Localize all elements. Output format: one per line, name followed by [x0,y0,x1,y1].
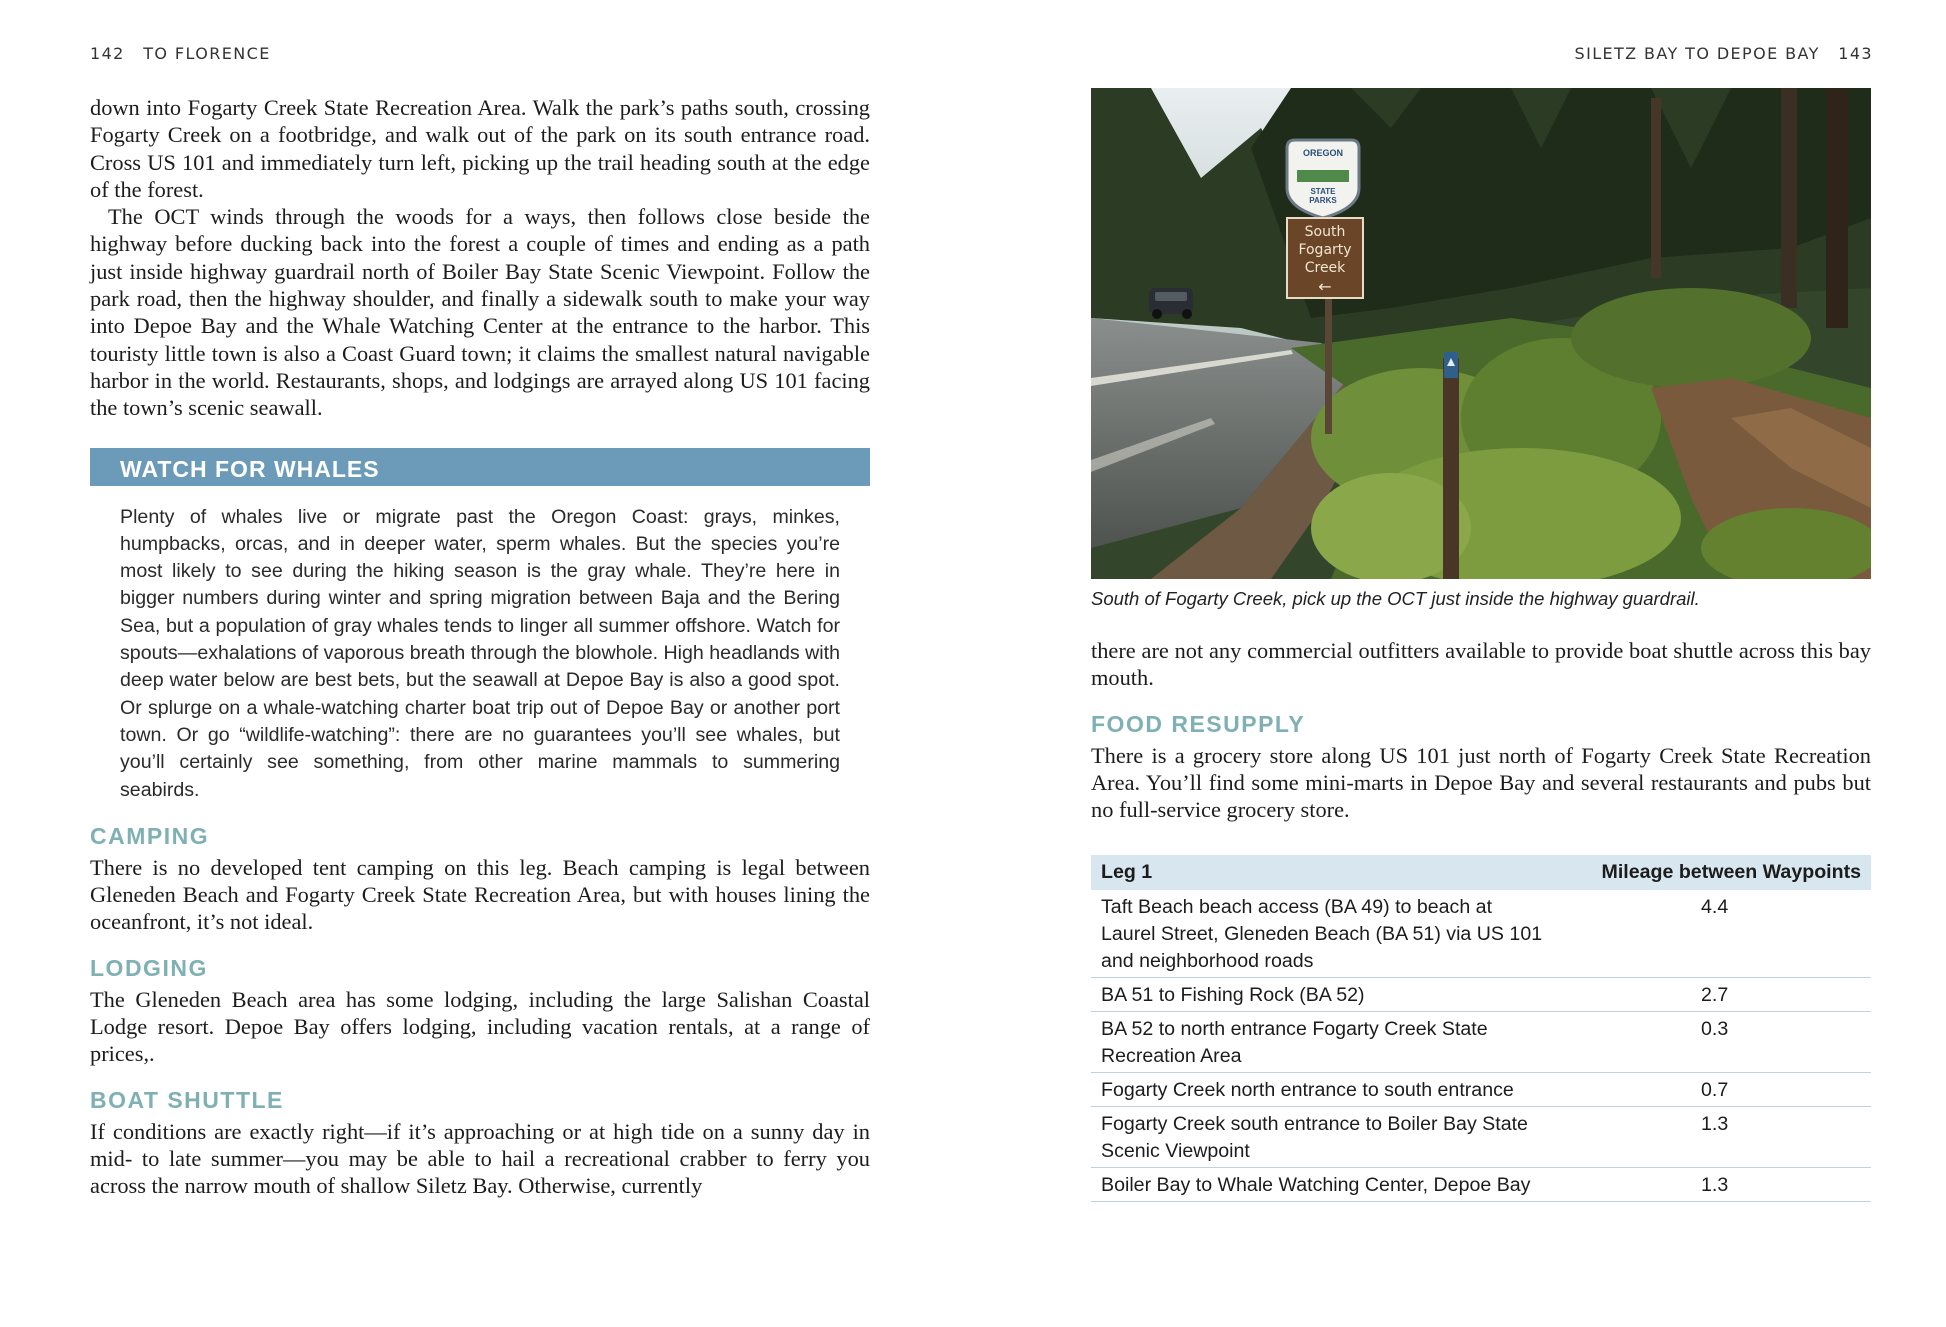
photo-caption: South of Fogarty Creek, pick up the OCT just inside the highway guardrail. [1091,588,1700,609]
running-head-title-left: TO FLORENCE [143,44,271,63]
miles-cell: 0.7 [1591,1073,1871,1107]
sign-fogarty: Fogarty [1298,242,1352,258]
camping-text: There is no developed tent camping on this leg. Beach camping is legal between Gleneden Beach and Fogarty Creek State Recreation Area, but with houses lining the oceanfront, it’s not ideal. [90,854,870,935]
right-column [1091,88,1871,1202]
trail-photo [1091,88,1871,579]
sidebar-title: WATCH FOR WHALES [90,448,870,486]
col-header-leg: Leg 1 [1091,855,1591,890]
running-head-right [1575,44,1873,63]
food-resupply-heading: FOOD RESUPPLY [1091,710,1306,737]
table-header-row [1091,855,1871,890]
sign-parks: PARKS [1309,196,1337,205]
table-row [1091,1107,1871,1168]
segment-cell: Boiler Bay to Whale Watching Center, Depoe Bay [1091,1168,1591,1202]
boat-shuttle-text: If conditions are exactly right—if it’s approaching or at high tide on a sunny day in mid- to late summer—you may be able to hail a recreational crabber to ferry you across the narrow mouth of shallow Siletz Bay. Otherwise, currently [90,1118,870,1199]
segment-cell: Fogarty Creek south entrance to Boiler Bay State Scenic Viewpoint [1091,1107,1591,1168]
miles-cell: 1.3 [1591,1168,1871,1202]
table-row [1091,1073,1871,1107]
continuation-paragraph: there are not any commercial outfitters available to provide boat shuttle across this bay mouth. [1091,638,1871,691]
lodging-text: The Gleneden Beach area has some lodging, including the large Salishan Coastal Lodge resort. Depoe Bay offers lodging, including vacation rentals, at a range of prices,. [90,986,870,1067]
segment-cell: Taft Beach beach access (BA 49) to beach at Laurel Street, Gleneden Beach (BA 51) via US 101 and neighborhood roads [1091,890,1591,978]
lodging-heading: LODGING [90,954,208,981]
segment-cell: BA 51 to Fishing Rock (BA 52) [1091,978,1591,1012]
sign-south: South [1304,224,1346,240]
camping-heading: CAMPING [90,822,210,849]
boat-shuttle-heading: BOAT SHUTTLE [90,1086,284,1113]
body-paragraph: down into Fogarty Creek State Recreation Area. Walk the park’s paths south, crossing Fogarty Creek on a footbridge, and walk out of the park on its south entrance road. Cross US 101 and immediately turn left, picking up the trail heading south at the edge of the forest. [90,95,870,202]
left-column [90,94,870,1200]
sign-state: STATE [1310,187,1336,196]
leg-mileage-table [1091,855,1871,1202]
sidebar-text: Plenty of whales live or migrate past the Oregon Coast: grays, minkes, humpbacks, orcas, and in deeper water, sperm whales. But the species you’re most likely to see during the hiking season is the gray whale. They’re here in bigger numbers during winter and spring migration between Baja and the Bering Sea, but a population of gray whales tends to linger all summer offshore. Watch for spouts—exhalations of vaporous breath through the blowhole. High headlands with deep water below are best bets, but the seawall at Depoe Bay is also a good spot. Or splurge on a whale-watching charter boat trip out of Depoe Bay or another port town. Or go “wildlife-watching”: there are no guarantees you’ll see whales, but you’ll certainly see something, from other marine mammals to summering seabirds. [120,505,840,801]
sign-creek: Creek [1304,260,1346,276]
body-paragraph: The OCT winds through the woods for a ways, then follows close beside the highway before ducking back into the forest a couple of times and ending as a path just inside highway guardrail north of Boiler Bay State Scenic Viewpoint. Follow the park road, then the highway shoulder, and finally a sidewalk south to make your way into Depoe Bay and the Whale Watching Center at the entrance to the harbor. This touristy little town is also a Coast Guard town; it claims the smallest natural navigable harbor in the world. Restaurants, shops, and lodgings are arrayed along US 101 facing the town’s scenic seawall. [90,204,870,421]
running-head-title-right: SILETZ BAY TO DEPOE BAY [1574,44,1820,63]
miles-cell: 2.7 [1591,978,1871,1012]
page-number-right: 143 [1838,44,1873,63]
running-head-left [90,44,271,63]
table-row [1091,1012,1871,1073]
segment-cell: Fogarty Creek north entrance to south entrance [1091,1073,1591,1107]
right-page [973,0,1946,1327]
sign-post [1325,284,1332,434]
miles-cell: 0.3 [1591,1012,1871,1073]
page-number-left: 142 [90,44,125,63]
food-resupply-text: There is a grocery store along US 101 just north of Fogarty Creek State Recreation Area. You’ll find some mini-marts in Depoe Bay and several restaurants and pubs but no full-service grocery store. [1091,742,1871,823]
sign-arrow-left-icon: ← [1318,277,1332,296]
south-fogarty-creek-sign [1287,218,1363,298]
miles-cell: 1.3 [1591,1107,1871,1168]
trail-marker-post [1443,358,1459,579]
table-row [1091,978,1871,1012]
table-row [1091,1168,1871,1202]
segment-cell: BA 52 to north entrance Fogarty Creek State Recreation Area [1091,1012,1591,1073]
miles-cell: 4.4 [1591,890,1871,978]
table-row [1091,890,1871,978]
oregon-state-parks-sign [1287,140,1359,218]
col-header-mileage: Mileage between Waypoints [1591,855,1871,890]
sign-oregon: OREGON [1302,148,1344,158]
